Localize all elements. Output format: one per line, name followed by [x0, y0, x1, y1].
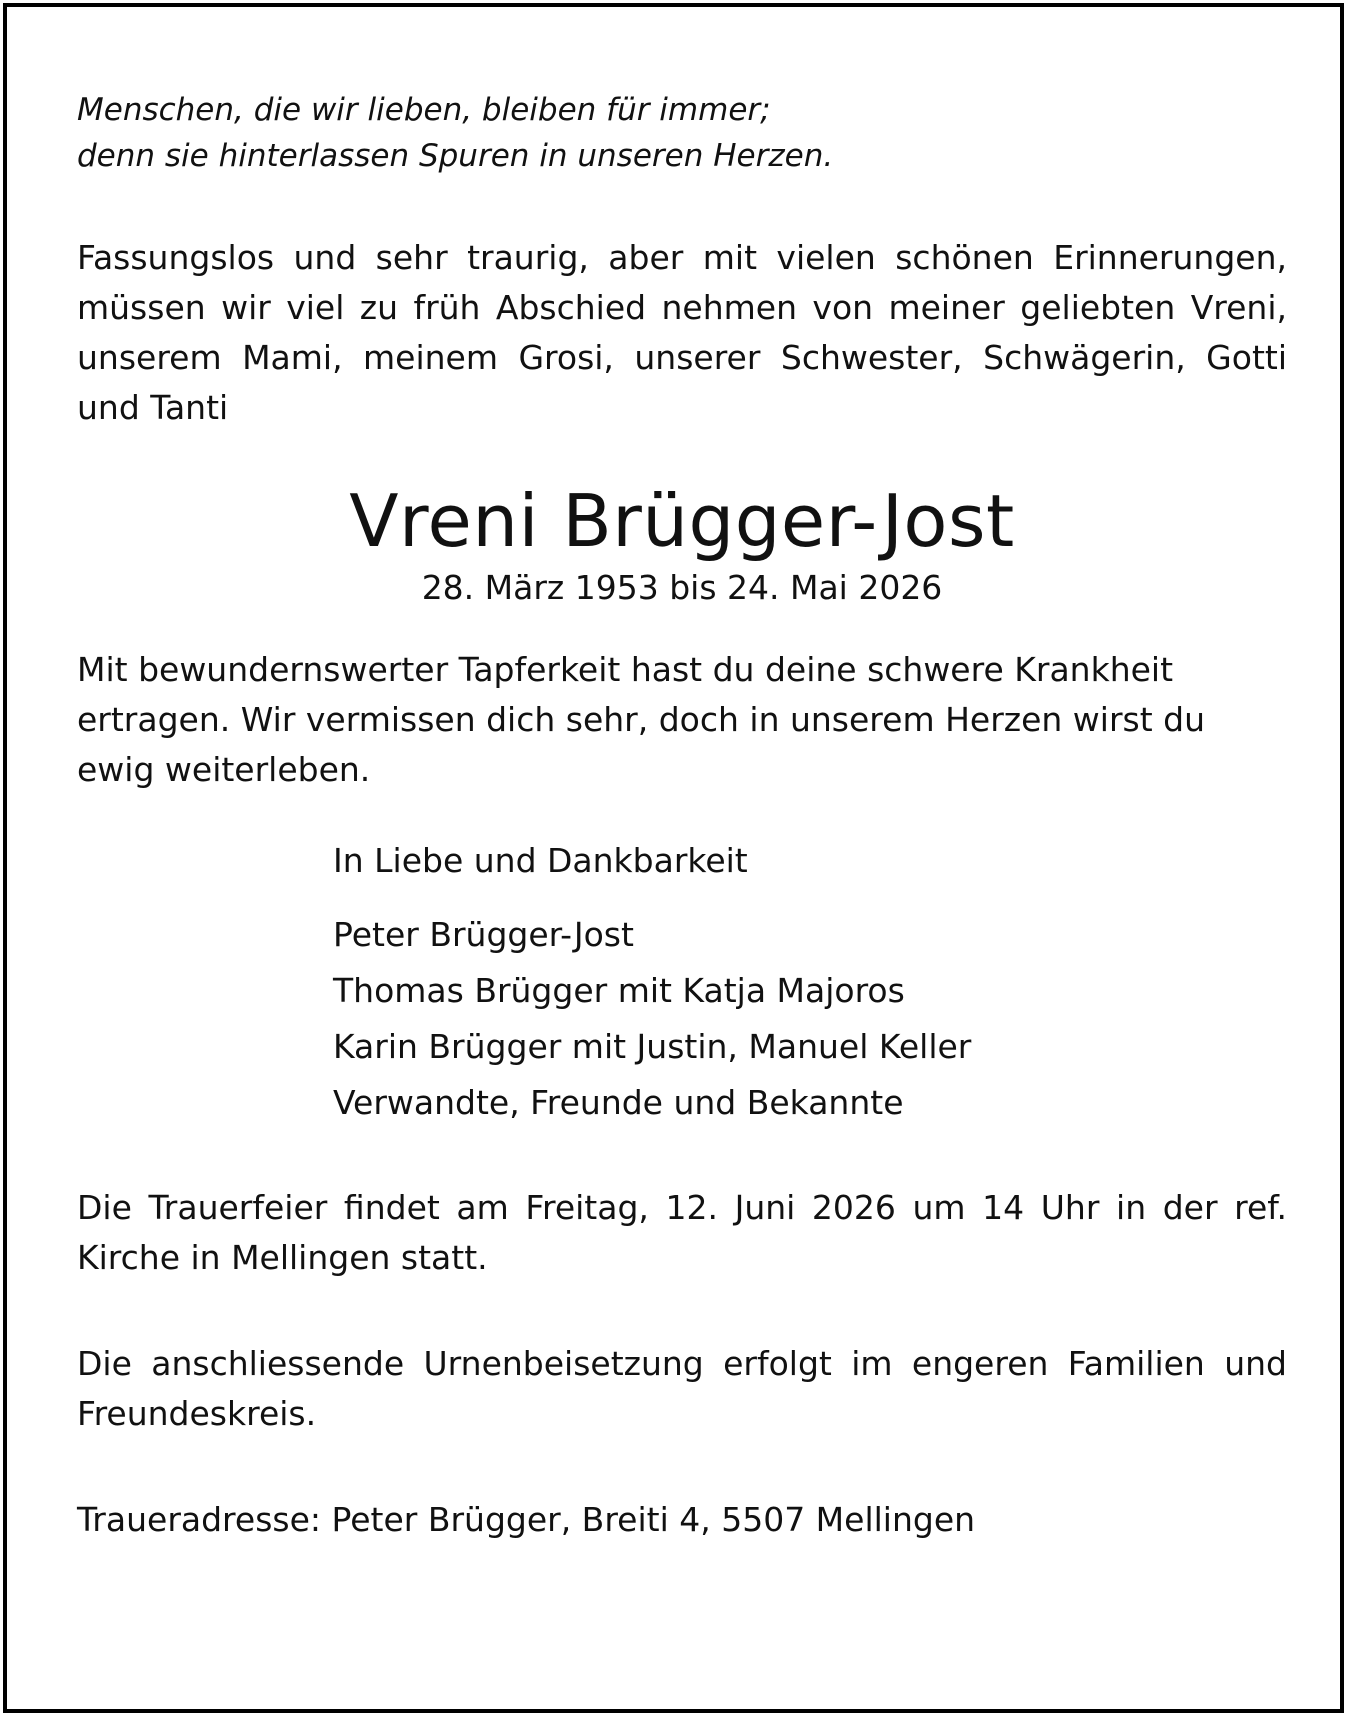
obituary-frame — [3, 3, 1344, 1713]
deceased-name: Vreni Brügger-Jost — [349, 479, 1015, 563]
obituary-content — [77, 87, 1287, 1545]
funeral-notice: Die Trauerfeier findet am Freitag, 12. Juni 2026 um 14 Uhr in der ref. Kirche in Mellingen statt. — [77, 1188, 1287, 1277]
mourner-line: Verwandte, Freunde und Bekannte — [333, 1083, 904, 1122]
motto-line: Menschen, die wir lieben, bleiben für immer; — [77, 92, 771, 128]
tribute-paragraph: Mit bewundernswerter Tapferkeit hast du deine schwere Krankheit ertragen. Wir vermissen dich sehr, doch in unserem Herzen wirst du ewig weiterleben. — [77, 650, 1206, 789]
intro-paragraph — [77, 233, 1287, 433]
mourner-line: Karin Brügger mit Justin, Manuel Keller — [333, 1027, 972, 1066]
motto — [77, 87, 1287, 179]
life-dates: 28. März 1953 bis 24. Mai 2026 — [421, 568, 943, 607]
intro-text: Fassungslos und sehr traurig, aber mit vielen schönen Erinnerungen, müssen wir viel zu früh Abschied nehmen von meiner geliebten Vreni, unserem Mami, meinem Grosi, unserer Schwester, Schwägerin, Gotti und Tanti — [77, 238, 1287, 427]
mourner-line: Peter Brügger-Jost — [333, 915, 634, 954]
burial-notice: Die anschliessende Urnenbeisetzung erfolgt im engeren Familien und Freundeskreis. — [77, 1344, 1287, 1433]
mourning-address: Traueradresse: Peter Brügger, Breiti 4, 5507 Mellingen — [77, 1500, 976, 1539]
closing-phrase: In Liebe und Dankbarkeit — [333, 841, 748, 880]
motto-line: denn sie hinterlassen Spuren in unseren Herzen. — [77, 138, 834, 174]
mourners-block — [333, 833, 1287, 1131]
mourner-line: Thomas Brügger mit Katja Majoros — [333, 971, 905, 1010]
